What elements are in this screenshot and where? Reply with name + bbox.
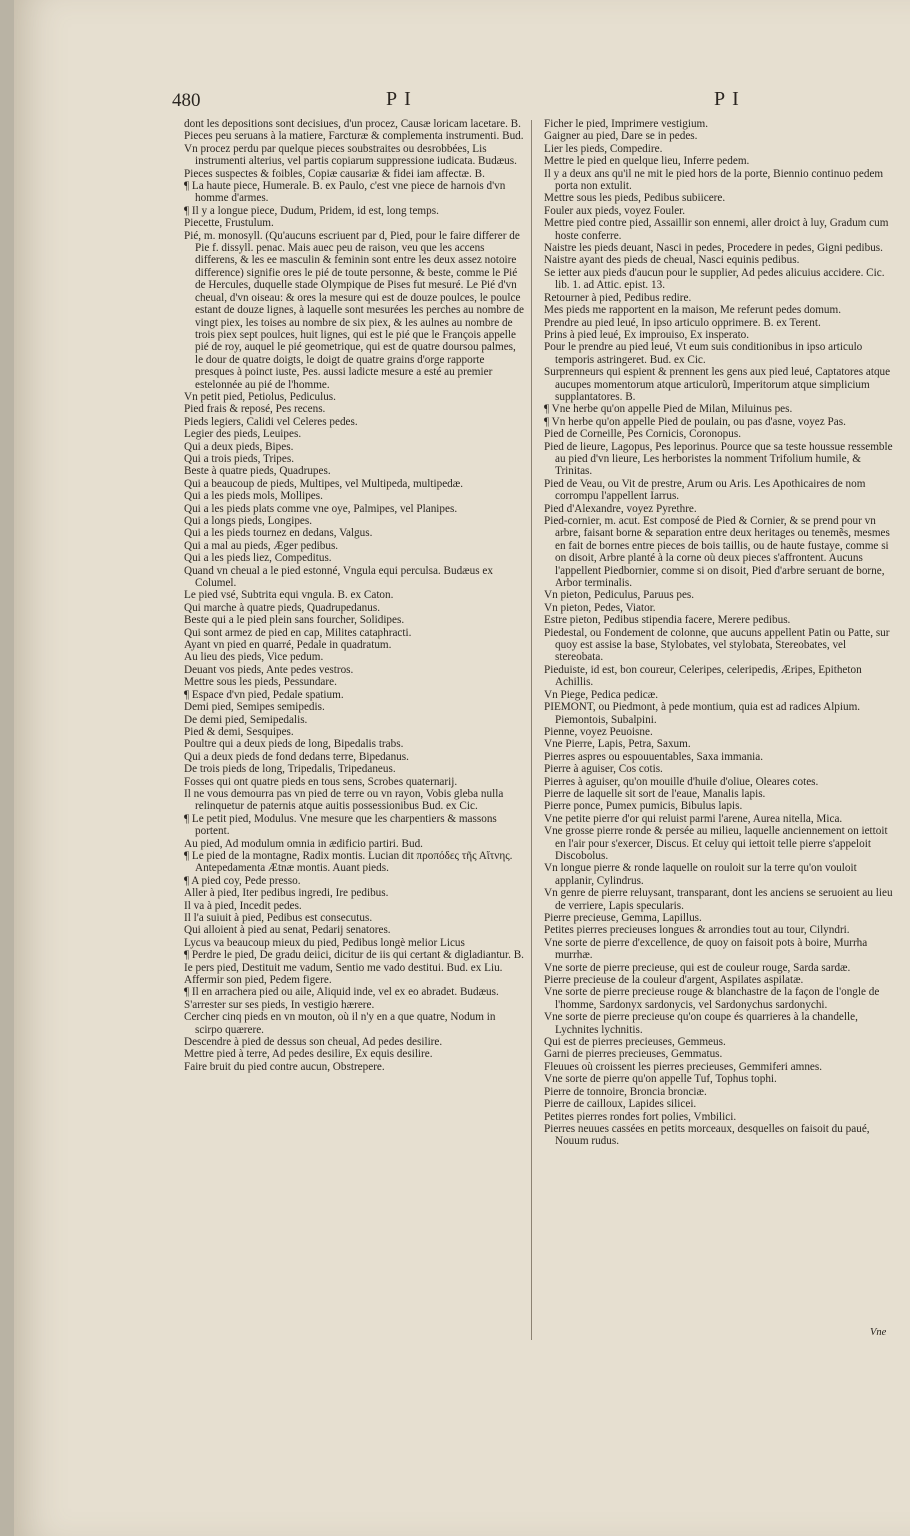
dictionary-entry: De trois pieds de long, Tripedalis, Tripedaneus. xyxy=(184,763,396,776)
dictionary-entry: ¶ Le petit pied, Modulus. Vne mesure que les charpentiers & massons portent. xyxy=(184,812,497,838)
running-head-right: PI xyxy=(714,88,746,110)
dictionary-entry: Piecette, Frustulum. xyxy=(184,217,274,230)
dictionary-entry: Qui sont armez de pied en cap, Milites cataphracti. xyxy=(184,626,412,639)
dictionary-entry: ¶ Le pied de la montagne, Radix montis. Lucian dit προπόδες τῆς Αἴτνης. Antepedamenta Ætnæ montis. Auant pieds. xyxy=(184,849,513,875)
dictionary-entry: Naistre ayant des pieds de cheual, Nasci equinis pedibus. xyxy=(544,254,800,267)
dictionary-entry: Fleuues où croissent les pierres precieuses, Gemmiferi amnes. xyxy=(544,1060,823,1073)
page-number: 480 xyxy=(172,90,201,111)
dictionary-entry: Le pied vsé, Subtrita equi vngula. B. ex Caton. xyxy=(184,589,394,602)
dictionary-entry: Vn longue pierre & ronde laquelle on rouloit sur la terre qu'on vouloit applanir, Cylindrus. xyxy=(544,862,857,887)
dictionary-entry: Petites pierres precieuses longues & arrondies tout au tour, Cilyndri. xyxy=(544,924,850,937)
dictionary-entry: ¶ Vn herbe qu'on appelle Pied de poulain, ou pas d'asne, voyez Pas. xyxy=(544,415,846,428)
catchword: Vne xyxy=(870,1327,887,1338)
dictionary-entry: ¶ Il en arrachera pied ou aile, Aliquid inde, vel ex eo abradet. Budæus. xyxy=(184,986,499,999)
dictionary-entry: Qui a longs pieds, Longipes. xyxy=(184,515,313,527)
dictionary-entry: Quand vn cheual a le pied estonné, Vngula equi perculsa. Budæus ex Columel. xyxy=(184,564,493,590)
dictionary-entry: Qui a deux pieds, Bipes. xyxy=(184,440,294,453)
dictionary-entry: Cercher cinq pieds en vn mouton, où il n'y en a que quatre, Nodum in scirpo quærere. xyxy=(184,1011,496,1036)
dictionary-entry: Il ne vous demourra pas vn pied de terre ou vn rayon, Vobis gleba nulla relinquetur de paternis atque auitis possessionibus Bud. ex Cic. xyxy=(184,787,504,813)
dictionary-entry: Qui marche à quatre pieds, Quadrupedanus. xyxy=(184,601,381,614)
dictionary-entry: Qui a les pieds liez, Compeditus. xyxy=(184,552,332,565)
dictionary-entry: Ayant vn pied en quarré, Pedale in quadratum. xyxy=(184,639,392,652)
dictionary-entry: Mettre sous les pieds, Pessundare. xyxy=(184,676,337,689)
dictionary-entry: Prendre au pied leué, In ipso articulo opprimere. B. ex Terent. xyxy=(544,316,821,329)
dictionary-entry: Naistre les pieds deuant, Nasci in pedes, Procedere in pedes, Gigni pedibus. xyxy=(544,242,883,255)
dictionary-entry: Pierre ponce, Pumex pumicis, Bibulus lapis. xyxy=(544,800,743,813)
dictionary-entry: Vne petite pierre d'or qui reluist parmi l'arene, Aurea nitella, Mica. xyxy=(544,812,843,825)
dictionary-entry: Pied-cornier, m. acut. Est composé de Pied & Cornier, & se prend pour vn arbre, faisant borne & separation entre deux heritages ou tenemẽs, mesmes en fait de bornes entre pieces de bois taillis, ou de haute fustaye, comme si on disoit, Arbre planté à la corne où deux pieces s'affrontent. Aucuns l'appellent Piedbornier, comme si on disoit, Pied d'arbre seruant de borne, Arbor terminalis. xyxy=(544,515,890,590)
dictionary-entry: Surprenneurs qui espient & prennent les gens aux pied leué, Captatores atque aucupes momentorum atque articulorũ, Imperitorum atque simplicium supplantatores. B. xyxy=(544,366,891,403)
dictionary-entry: Pieces peu seruans à la matiere, Farcturæ & complementa instrumenti. Bud. xyxy=(184,130,524,143)
dictionary-entry: Mettre pied à terre, Ad pedes desilire, Ex equis desilire. xyxy=(184,1048,433,1061)
dictionary-entry: Vne grosse pierre ronde & persée au milieu, laquelle anciennement on iettoit en l'air pour s'exercer, Discus. Et celuy qui iettoit telle pierre s'appeloit Discobolus. xyxy=(544,825,888,862)
dictionary-entry: Vn petit pied, Petiolus, Pediculus. xyxy=(184,390,336,403)
dictionary-page xyxy=(14,0,910,1536)
running-head-left: PI xyxy=(386,88,418,110)
dictionary-entry: Pied & demi, Sesquipes. xyxy=(184,725,294,738)
dictionary-entry: Legier des pieds, Leuipes. xyxy=(184,428,302,441)
dictionary-entry: Qui alloient à pied au senat, Pedarij senatores. xyxy=(184,924,391,937)
dictionary-entry: Prins à pied leué, Ex improuiso, Ex insperato. xyxy=(544,328,750,341)
dictionary-entry: Pienne, voyez Peuoisne. xyxy=(544,725,653,738)
dictionary-entry: Vne Pierre, Lapis, Petra, Saxum. xyxy=(544,738,691,751)
dictionary-entry: Pierre precieuse de la couleur d'argent, Aspilates aspilatæ. xyxy=(544,974,804,987)
dictionary-entry: Pieduiste, id est, bon coureur, Celeripes, celeripedis, Æripes, Epitheton Achillis. xyxy=(544,663,862,689)
dictionary-entry: Qui a deux pieds de fond dedans terre, Bipedanus. xyxy=(184,750,409,763)
dictionary-entry: Se ietter aux pieds d'aucun pour le supplier, Ad pedes alicuius accidere. Cic. lib. 1. ad Attic. epist. 13. xyxy=(544,266,885,292)
dictionary-entry: Demi pied, Semipes semipedis. xyxy=(184,701,325,714)
dictionary-entry: Il l'a suiuit à pied, Pedibus est consecutus. xyxy=(184,912,373,924)
dictionary-entry: Garni de pierres precieuses, Gemmatus. xyxy=(544,1048,723,1061)
dictionary-entry: S'arrester sur ses pieds, In vestigio hærere. xyxy=(184,998,375,1011)
dictionary-entry: Fosses qui ont quatre pieds en tous sens, Scrobes quaternarij. xyxy=(184,775,458,788)
column-rule xyxy=(531,120,532,1340)
dictionary-entry: Qui a mal au pieds, Æger pedibus. xyxy=(184,539,339,552)
dictionary-entry: Pierre à aguiser, Cos cotis. xyxy=(544,763,663,776)
dictionary-entry: Pieds legiers, Calidi vel Celeres pedes. xyxy=(184,415,358,428)
dictionary-entry: Vn procez perdu par quelque pieces soubstraites ou desrobbées, Lis instrumenti alterius, vel partis copiarum suppressione iudicata. Budæus. xyxy=(184,142,517,168)
dictionary-entry: De demi pied, Semipedalis. xyxy=(184,713,308,726)
dictionary-entry: Vn pieton, Pedes, Viator. xyxy=(544,601,656,614)
dictionary-entry: ¶ Il y a longue piece, Dudum, Pridem, id est, long temps. xyxy=(184,204,439,217)
dictionary-entry: Vne sorte de pierre precieuse, qui est de couleur rouge, Sarda sardæ. xyxy=(544,961,851,974)
left-column xyxy=(184,118,524,1073)
dictionary-entry: Poultre qui a deux pieds de long, Bipedalis trabs. xyxy=(184,738,404,751)
dictionary-entry: Pour le prendre au pied leué, Vt eum suis conditionibus in ipso articulo temporis astringeret. Bud. ex Cic. xyxy=(544,341,863,366)
dictionary-entry: Il va à pied, Incedit pedes. xyxy=(184,899,302,912)
dictionary-entry: ¶ La haute piece, Humerale. B. ex Paulo, c'est vne piece de harnois d'vn homme d'armes. xyxy=(184,180,506,205)
dictionary-entry: Qui a les pieds mols, Mollipes. xyxy=(184,490,323,503)
dictionary-entry: Pierres à aguiser, qu'on mouille d'huile d'oliue, Oleares cotes. xyxy=(544,775,819,788)
dictionary-entry: Affermir son pied, Pedem figere. xyxy=(184,974,332,987)
dictionary-entry: Mes pieds me rapportent en la maison, Me referunt pedes domum. xyxy=(544,304,842,317)
dictionary-entry: Beste qui a le pied plein sans fourcher, Solidipes. xyxy=(184,614,405,627)
dictionary-entry: Pieces suspectes & foibles, Copiæ causariæ & fidei iam affectæ. B. xyxy=(184,167,485,180)
dictionary-entry: Retourner à pied, Pedibus redire. xyxy=(544,291,692,304)
right-column xyxy=(544,118,894,1148)
dictionary-entry: Qui est de pierres precieuses, Gemmeus. xyxy=(544,1036,726,1049)
dictionary-entry: Beste à quatre pieds, Quadrupes. xyxy=(184,465,331,478)
dictionary-entry: Pied de Veau, ou Vit de prestre, Arum ou Aris. Les Apothicaires de nom corrompu l'appellent Iarrus. xyxy=(544,477,866,503)
dictionary-entry: ¶ Espace d'vn pied, Pedale spatium. xyxy=(184,688,344,701)
dictionary-entry: Au pied, Ad modulum omnia in ædificio partiri. Bud. xyxy=(184,837,423,850)
dictionary-entry: Piedestal, ou Fondement de colonne, que aucuns appellent Patin ou Patte, sur quoy est assise la base, Stylobates, vel stylobata, Stereobates, vel stereobata. xyxy=(544,626,890,664)
dictionary-entry: Faire bruit du pied contre aucun, Obstrepere. xyxy=(184,1060,385,1073)
dictionary-entry: Pied de lieure, Lagopus, Pes leporinus. Pource que sa teste houssue ressemble au pied d'vn lieure, Les herboristes la nomment Trifolium humile, & Trinitas. xyxy=(544,440,893,478)
dictionary-entry: dont les depositions sont decisiues, d'un procez, Causæ loricam lacetare. B. xyxy=(184,118,521,130)
dictionary-entry: Ficher le pied, Imprimere vestigium. xyxy=(544,118,709,130)
dictionary-entry: Petites pierres rondes fort polies, Vmbilici. xyxy=(544,1110,737,1123)
dictionary-entry: Qui a les pieds plats comme vne oye, Palmipes, vel Planipes. xyxy=(184,502,458,515)
dictionary-entry: Vne sorte de pierre precieuse rouge & blanchastre de la façon de l'ongle de l'homme, Sardonyx sardonycis, vel Sardonychus sardonychi. xyxy=(544,986,880,1011)
dictionary-entry: ¶ A pied coy, Pede presso. xyxy=(184,874,301,887)
dictionary-entry: Mettre le pied en quelque lieu, Inferre pedem. xyxy=(544,155,750,168)
dictionary-entry: Estre pieton, Pedibus stipendia facere, Merere pedibus. xyxy=(544,614,791,627)
dictionary-entry: Pierres aspres ou espouuentables, Saxa immania. xyxy=(544,750,764,763)
dictionary-entry: Vn genre de pierre reluysant, transparant, dont les anciens se seruoient au lieu de verriere, Lapis specularis. xyxy=(544,887,893,912)
dictionary-entry: Descendre à pied de dessus son cheual, Ad pedes desilire. xyxy=(184,1036,443,1049)
dictionary-entry: Vne sorte de pierre d'excellence, de quoy on faisoit pots à boire, Murrha murrhæ. xyxy=(544,936,868,962)
dictionary-entry: Vn pieton, Pediculus, Paruus pes. xyxy=(544,589,695,602)
dictionary-entry: Pied de Corneille, Pes Cornicis, Coronopus. xyxy=(544,428,742,441)
dictionary-entry: ¶ Vne herbe qu'on appelle Pied de Milan, Miluinus pes. xyxy=(544,403,793,416)
dictionary-entry: Pierre de laquelle sit sort de l'eaue, Manalis lapis. xyxy=(544,787,766,800)
dictionary-entry: Pié, m. monosyll. (Qu'aucuns escriuent par d, Pied, pour le faire differer de Pie f. dissyll. penac. Mais auec peu de raison, veu que les accens differens, & les ee masculin & feminin sont entre les deux assez notoire difference) signifie ores le pié de toute personne, & beste, comme le Pié de Hercules, duquelle stade Olympique de Pises fut mesuré. Le Pié d'vn cheual, d'vn oiseau: & ores la mesure qui est de douze poulces, le poulce estant de douze lignes, à laquelle sont mesurées les perches au nombre de vingt piex, les toises au nombre de six piex, & les aulnes au nombre de trois piex sept poulces, huit lignes, qui est le pié que le François appelle pié de roy, auquel le pié geometrique, qui est de quatre doursou palmes, le dour de quatre doigts, le doigt de quatre grains d'orge rapporte presques à poinct iuste, Pes. aussi ladicte mesure a esté au premier estelonnée au pié de l'homme. xyxy=(184,229,524,391)
dictionary-entry: PIEMONT, ou Piedmont, à pede montium, quia est ad radices Alpium. Piemontois, Subalpini. xyxy=(544,701,861,726)
dictionary-entry: Qui a beaucoup de pieds, Multipes, vel Multipeda, multipedæ. xyxy=(184,477,464,490)
dictionary-entry: Pierres neuues cassées en petits morceaux, desquelles on faisoit du paué, Nouum rudus. xyxy=(544,1122,870,1148)
dictionary-entry: Aller à pied, Iter pedibus ingredi, Ire pedibus. xyxy=(184,887,389,900)
dictionary-entry: Il y a deux ans qu'il ne mit le pied hors de la porte, Biennio continuo pedem porta non extulit. xyxy=(544,167,884,193)
dictionary-entry: Pied d'Alexandre, voyez Pyrethre. xyxy=(544,502,697,515)
dictionary-entry: Vne sorte de pierre qu'on appelle Tuf, Tophus tophi. xyxy=(544,1073,777,1086)
dictionary-entry: Mettre sous les pieds, Pedibus subiicere. xyxy=(544,192,726,205)
dictionary-entry: Vne sorte de pierre precieuse qu'on coupe és quarrieres à la chandelle, Lychnites lychnitis. xyxy=(544,1011,858,1036)
dictionary-entry: Pierre de cailloux, Lapides silicei. xyxy=(544,1098,697,1111)
dictionary-entry: Mettre pied contre pied, Assaillir son ennemi, aller droict à luy, Gradum cum hoste conferre. xyxy=(544,217,889,242)
dictionary-entry: Pierre de tonnoire, Broncia bronciæ. xyxy=(544,1085,707,1098)
dictionary-entry: Lycus va beaucoup mieux du pied, Pedibus longè melior Licus xyxy=(184,936,465,949)
page-header xyxy=(14,86,910,116)
dictionary-entry: ¶ Perdre le pied, De gradu deiici, dicitur de iis qui certant & digladiantur. B. xyxy=(184,949,524,962)
dictionary-entry: Pierre precieuse, Gemma, Lapillus. xyxy=(544,912,702,924)
dictionary-entry: Au lieu des pieds, Vice pedum. xyxy=(184,651,324,664)
dictionary-entry: Pied frais & reposé, Pes recens. xyxy=(184,403,326,416)
dictionary-entry: Lier les pieds, Compedire. xyxy=(544,142,663,155)
dictionary-entry: Qui a les pieds tournez en dedans, Valgus. xyxy=(184,527,373,540)
dictionary-entry: Fouler aux pieds, voyez Fouler. xyxy=(544,204,686,217)
dictionary-entry: Qui a trois pieds, Tripes. xyxy=(184,452,295,465)
dictionary-entry: Ie pers pied, Destituit me vadum, Sentio me vado destitui. Bud. ex Liu. xyxy=(184,961,503,974)
dictionary-entry: Deuant vos pieds, Ante pedes vestros. xyxy=(184,663,354,676)
dictionary-entry: Gaigner au pied, Dare se in pedes. xyxy=(544,130,698,143)
dictionary-entry: Vn Piege, Pedica pedicæ. xyxy=(544,688,659,701)
